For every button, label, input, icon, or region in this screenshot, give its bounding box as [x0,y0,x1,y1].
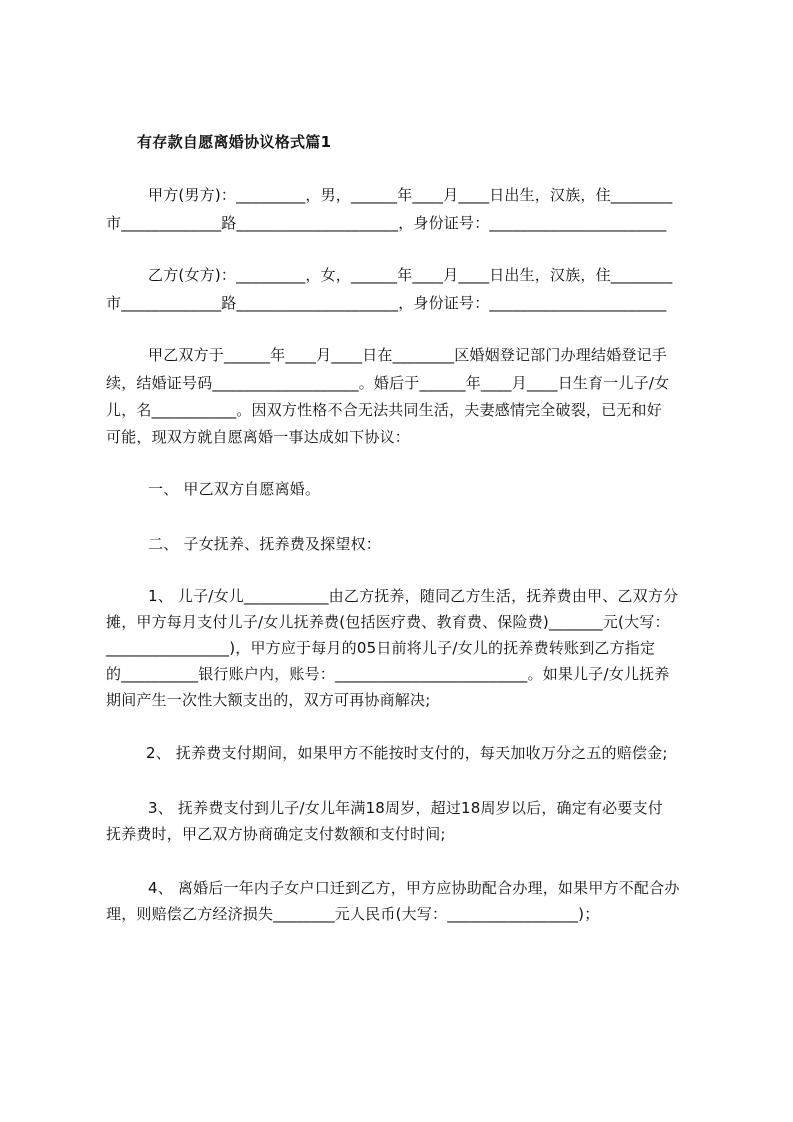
intro-line-1: 甲乙双方于______年____月____日在________区婚姻登记部门办理结婚登记手 [148,346,668,364]
intro-line-3: 儿，名___________。因双方性格不合无法共同生活，夫妻感情完全破裂，已无和好 [106,401,662,419]
item-4-line-2: 理，则赔偿乙方经济损失________元人民币(大写：_________________)； [106,905,600,923]
item-3-line-1: 3、 抚养费支付到儿子/女儿年满18周岁，超过18周岁以后，确定有必要支付 [148,799,663,817]
intro-line-4: 可能，现双方就自愿离婚一事达成如下协议： [106,428,411,446]
item-1-line-3: ________________)，甲方应于每月的05日前将儿子/女儿的抚养费转账到乙方指定 [106,639,656,657]
item-1-line-4: 的__________银行账户内，账号：_________________________。如果儿子/女儿抚养 [106,665,670,683]
item-2-line-1: 2、 抚养费支付期间，如果甲方不能按时支付的，每天加收万分之五的赔偿金; [146,744,668,762]
party-a-line-2: 市_____________路_____________________，身份证号：_______________________ [106,214,667,232]
item-1-line-1: 1、 儿子/女儿___________由乙方抚养，随同乙方生活，抚养费由甲、乙双方分 [148,587,679,605]
item-1-line-2: 摊，甲方每月支付儿子/女儿抚养费(包括医疗费、教育费、保险费)_______元(大写： [106,613,670,631]
item-1-line-5: 期间产生一次性大额支出的，双方可再协商解决; [106,691,431,709]
document-title: 有存款自愿离婚协议格式篇1 [137,133,332,151]
intro-line-2: 续，结婚证号码___________________。婚后于______年____月____日生育一儿子/女 [106,374,670,392]
clause-2: 二、 子女抚养、抚养费及探望权： [148,535,381,553]
clause-1: 一、 甲乙双方自愿离婚。 [148,480,321,498]
party-b-line-2: 市_____________路_____________________，身份证号：_______________________ [106,294,667,312]
party-a-line-1: 甲方(男方)：_________，男，______年____月____日出生，汉族，住________ [148,186,673,204]
item-4-line-1: 4、 离婚后一年内子女户口迁到乙方，甲方应协助配合办理，如果甲方不配合办 [148,879,680,897]
item-3-line-2: 抚养费时，甲乙双方协商确定支付数额和支付时间; [106,825,446,843]
party-b-line-1: 乙方(女方)：_________，女，______年____月____日出生，汉族，住________ [148,266,673,284]
